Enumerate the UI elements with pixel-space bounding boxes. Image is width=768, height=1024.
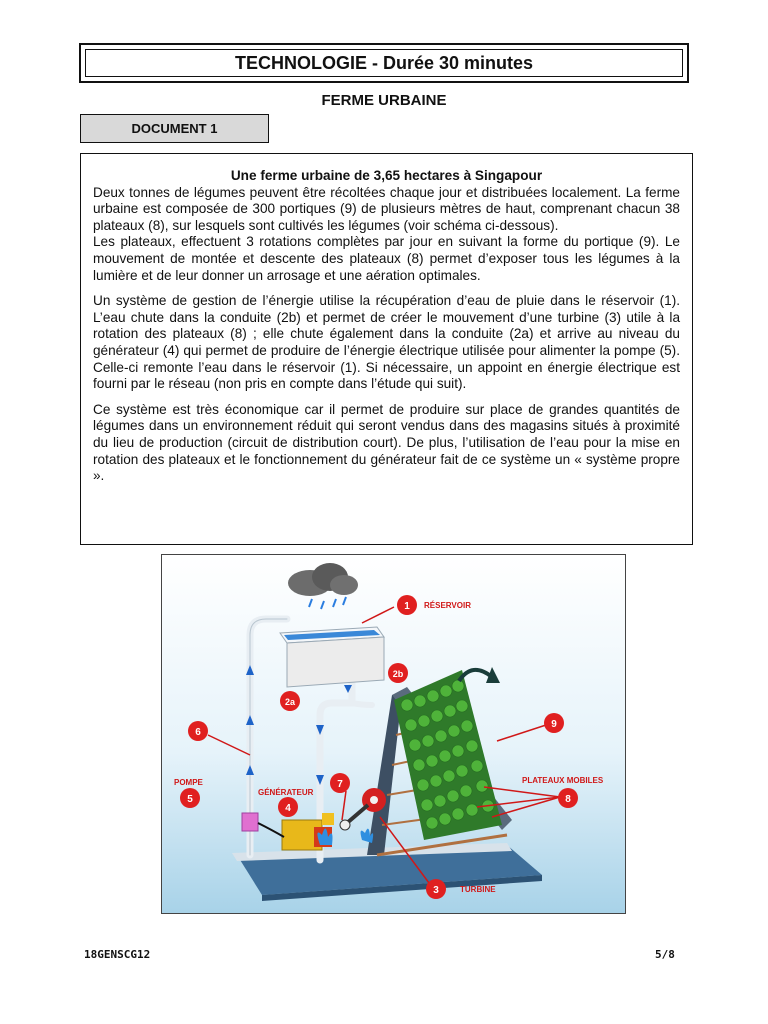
paragraph-2: Les plateaux, effectuent 3 rotations complètes par jour en suivant la forme du portique (9). Le mouvement de montée et descente des plateaux (8) permet d’exposer tous les légumes à la lumière et de leur donner un arrosage et une aération optimales. [93,234,680,283]
marker-5-label: 5 [187,794,193,805]
marker-6-label: 6 [195,727,201,738]
text-heading: Une ferme urbaine de 3,65 hectares à Singapour [230,168,543,183]
label-plateaux: PLATEAUX MOBILES [522,776,604,785]
reservoir [280,627,384,687]
document-code: 18GENSCG12 [84,948,151,961]
label-generateur: GÉNÉRATEUR [258,788,314,797]
marker-2a-label: 2a [284,697,296,707]
title-box [79,43,689,83]
marker-3-label: 3 [433,885,439,896]
document-label: DOCUMENT 1 [80,114,269,143]
page-number: 5/8 [655,948,675,961]
label-pompe: POMPE [174,778,203,787]
marker-2b-label: 2b [392,669,404,679]
urban-farm-diagram [161,554,626,914]
marker-8-label: 8 [565,794,571,805]
paragraph-1: Deux tonnes de légumes peuvent être récoltées chaque jour et distribuées localement. La ferme urbaine est composée de 300 portiques (9) de plusieurs mètres de haut, comprenant chacun 38 plateaux (8), sur lesquels sont cultivés les légumes (voir schéma ci-dessous). [93,184,680,233]
marker-4-label: 4 [285,803,291,814]
page-title: TECHNOLOGIE - Durée 30 minutes [85,49,683,77]
label-turbine: TURBINE [460,885,496,894]
text-box [80,153,693,545]
marker-1-label: 1 [404,601,410,612]
marker-9-label: 9 [551,719,557,730]
marker-7-label: 7 [337,779,343,790]
subtitle: FERME URBAINE [321,92,447,109]
paragraph-3: Un système de gestion de l’énergie utilise la récupération d’eau de pluie dans le réservoir (1). L’eau chute dans la conduite (2b) et permet de créer le mouvement d’une turbine (3) utile à la rotation des plateaux (8) ; elle chute également dans la conduite (2a) et arrive au niveau du générateur (4) qui permet de produire de l’énergie électrique utilisée pour alimenter la pompe (5). Celle-ci remonte l’eau dans le réservoir (1). Si nécessaire, un appoint en énergie électrique est fourni par le réseau (non pris en compte dans l’étude qui suit). [93,293,680,392]
paragraph-4: Ce système est très économique car il permet de produire sur place de grandes quantités de légumes dans un environnement réduit qui seront vendus dans des magasins situés à proximité du lieu de production (circuit de distribution court). De plus, l’utilisation de l’eau pour la mise en rotation des plateaux et le fonctionnement du générateur fait de ce système un « système propre ». [93,401,680,484]
label-reservoir: RÉSERVOIR [424,601,471,610]
diagram-svg [162,555,626,914]
